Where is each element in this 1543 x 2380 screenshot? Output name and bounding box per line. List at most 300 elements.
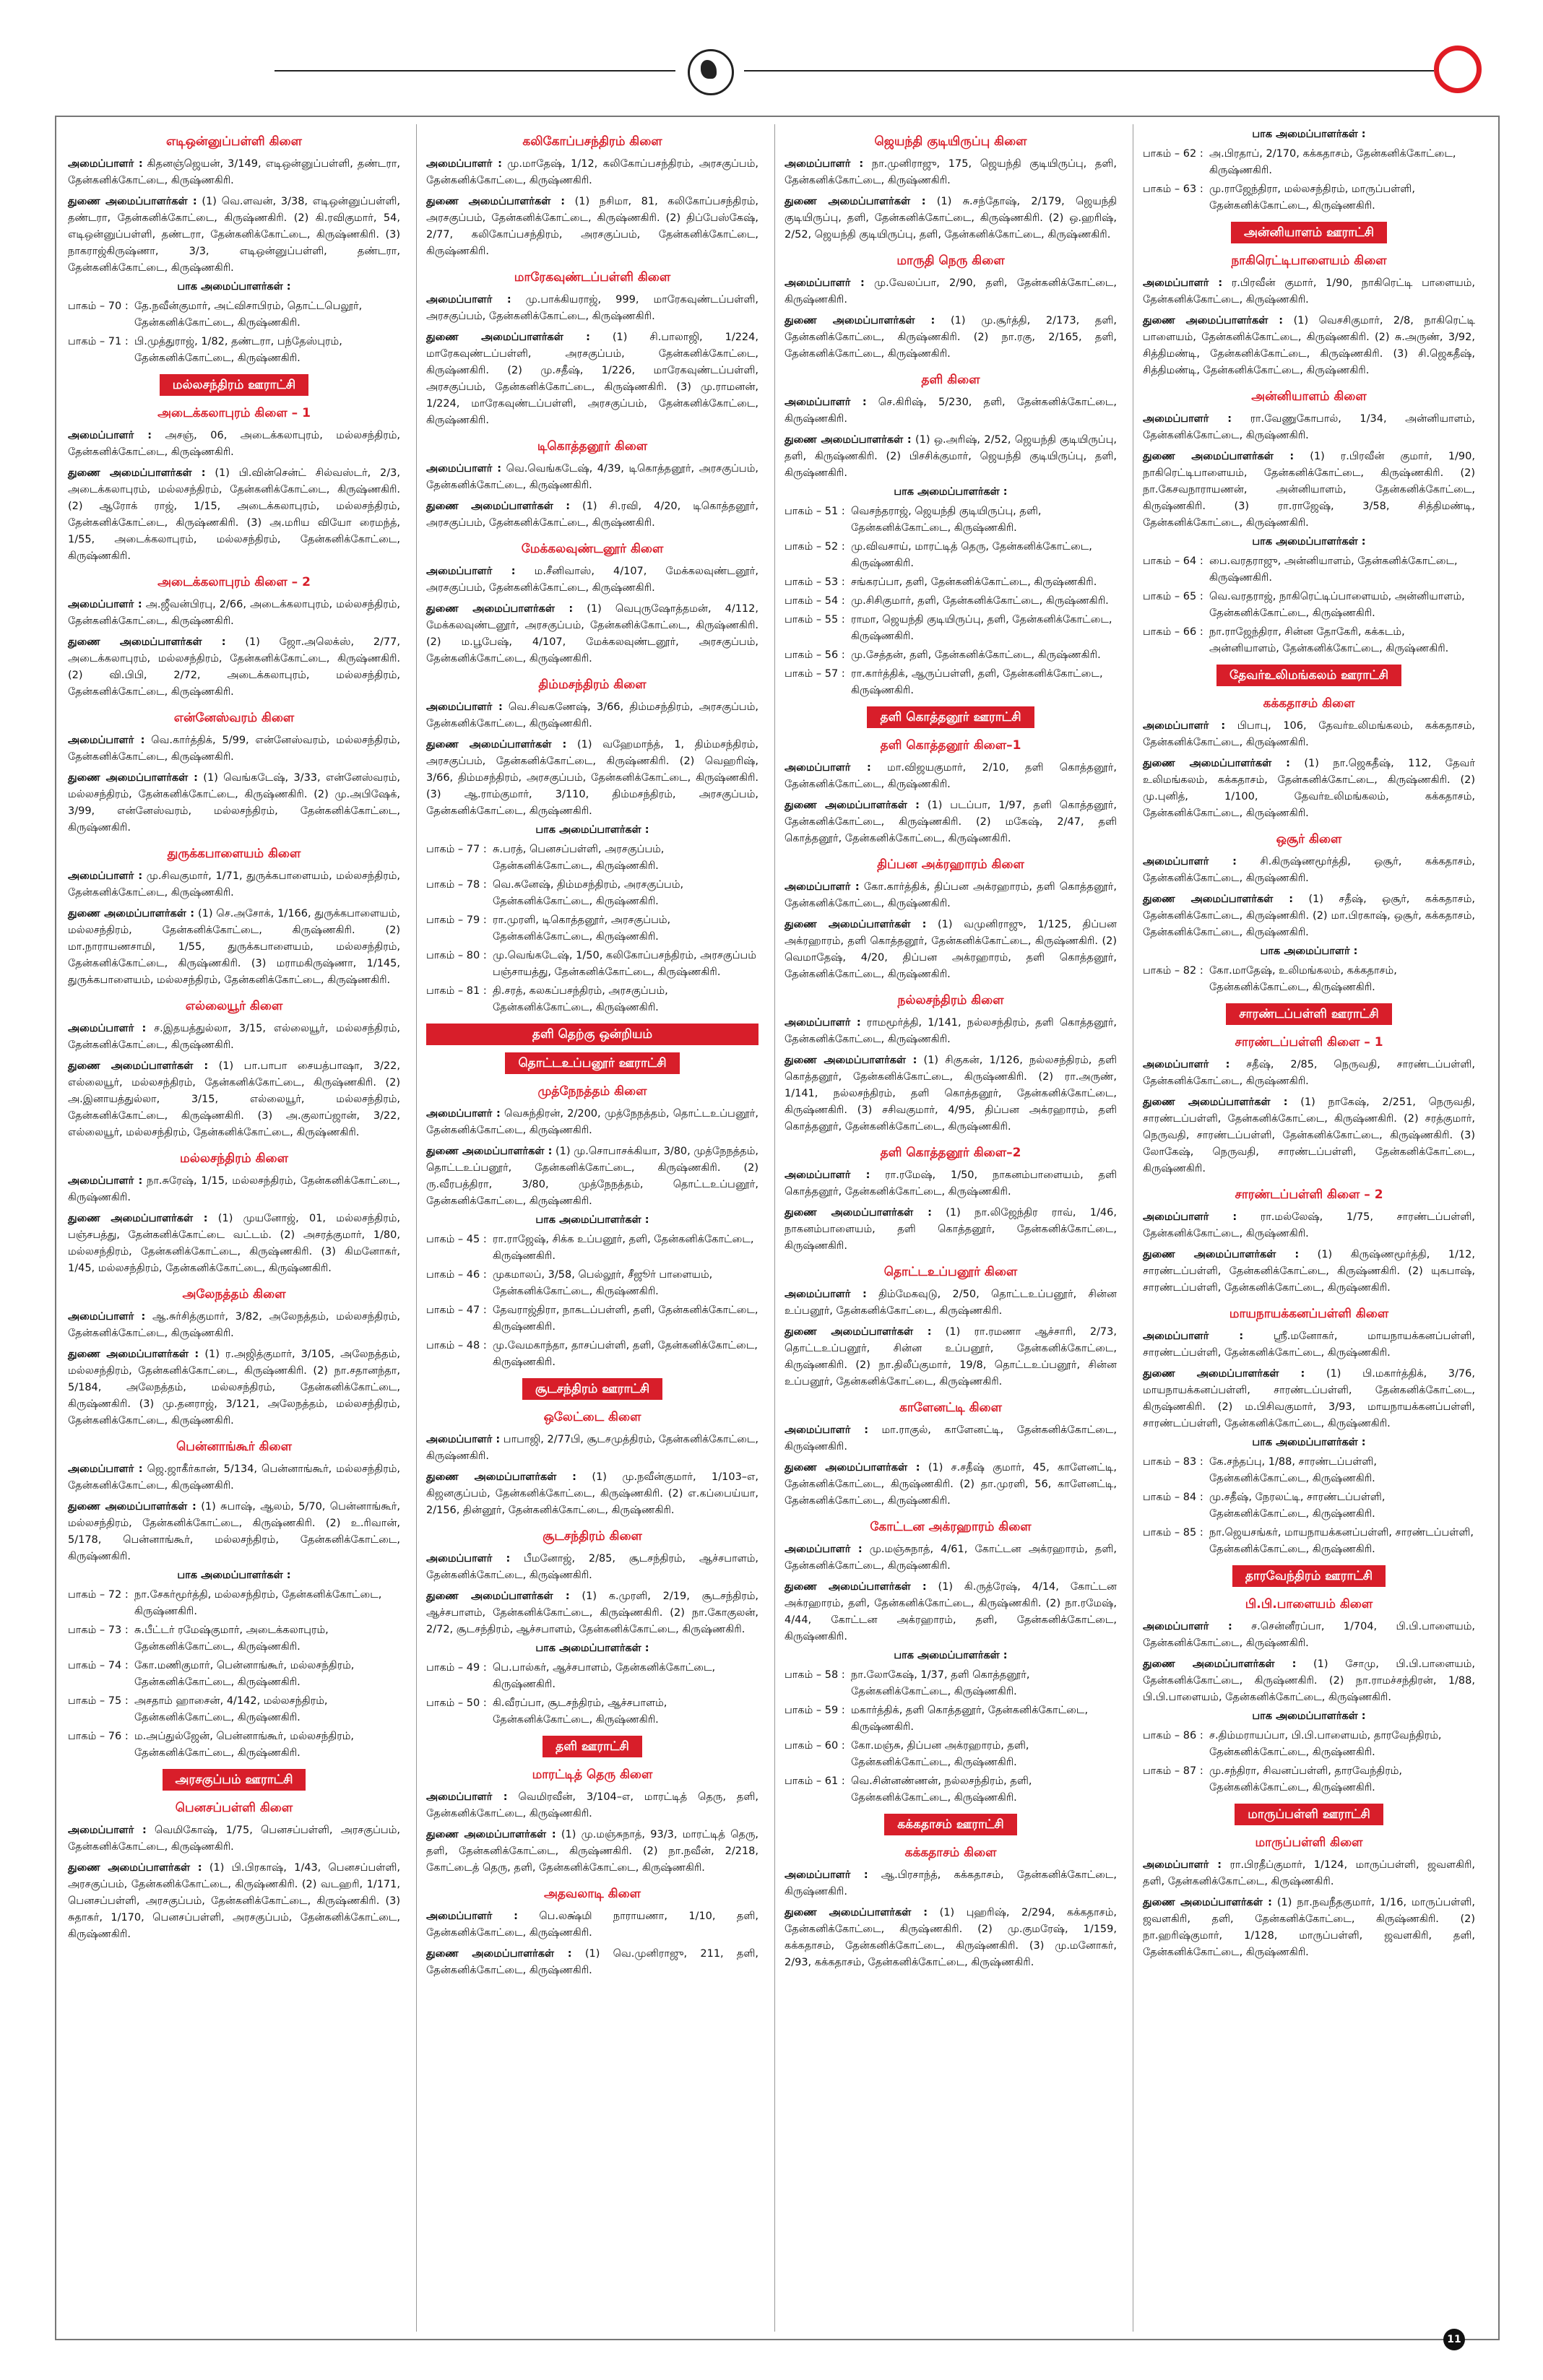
entry-label: அமைப்பாளர் : (426, 463, 502, 475)
booth-row (785, 612, 1117, 645)
entry-label: அமைப்பாளர் : (1143, 720, 1226, 732)
entry-text: மு.வேலப்பா, 2/90, தளி, தேன்கனிக்கோட்டை, கிருஷ்ணகிரி. (785, 277, 1117, 306)
entry-label: அமைப்பாளர் : (426, 1553, 511, 1565)
entry-paragraph (1143, 756, 1475, 822)
booth-row (426, 841, 758, 875)
entry-label: துணை அமைப்பாளர்கள் : (426, 603, 574, 615)
entry-label: அமைப்பாளர் : (785, 1289, 867, 1300)
booth-details: கோ.மஞ்சு, திப்பன அக்ரஹாரம், தளி, தேன்கனிக்கோட்டை, கிருஷ்ணகிரி. (851, 1740, 1029, 1768)
entry-label: அமைப்பாளர் : (426, 701, 503, 713)
entry-text: (1) சு.சந்தோஷ், 2/179, ஜெயந்தி குடியிருப்பு, தளி, தேன்கனிக்கோட்டை, கிருஷ்ணகிரி. (2) ஒ.ஹரிஷ், 2/52, ஜெயந்தி குடியிருப்பு, தளி, தேன்கனிக்கோட்டை, கிருஷ்ணகிரி. (785, 196, 1117, 241)
entry-paragraph (426, 601, 758, 667)
booth-row (426, 1660, 758, 1693)
section-heading: நாகிரெட்டிபாளையம் கிளை (1231, 254, 1387, 268)
entry-text: (1) ஒ.அரிஷ், 2/52, ஜெயந்தி குடியிருப்பு, தளி, கிருஷ்ணகிரி. (2) பிசசிக்குமார், ஜெயந்தி குடியிருப்பு, தளி, கிருஷ்ணகிரி. (785, 434, 1117, 479)
entry-label: அமைப்பாளர் : (68, 158, 143, 170)
entry-paragraph (785, 1205, 1117, 1255)
section-heading: காளேனட்டி கிளை (899, 1401, 1002, 1415)
entry-text: மு.பாக்கியராஜ், 999, மாரேகவுண்டப்பள்ளி, அரசகுப்பம், தேன்கனிக்கோட்டை, கிருஷ்ணகிரி. (426, 294, 758, 322)
booth-number: பாகம் – 47 : (426, 1304, 487, 1316)
entry-paragraph (68, 1346, 400, 1429)
entry-text: (1) க.முரளி, 2/19, சூடசந்திரம், ஆச்சபாளம், தேன்கனிக்கோட்டை, கிருஷ்ணகிரி. (2) நா.கோகுலன், 2/72, சூடசந்திரம், ஆச்சபாளம், தேன்கனிக்கோட்டை, கிருஷ்ணகிரி. (426, 1591, 758, 1635)
booth-details: நா.சேகர்மூர்த்தி, மல்லசந்திரம், தேன்கனிக்கோட்டை, கிருஷ்ணகிரி. (134, 1589, 382, 1617)
entry-label: துணை அமைப்பாளர்கள் : (68, 467, 206, 479)
booth-row (1143, 181, 1475, 215)
entry-label: துணை அமைப்பாளர்கள் : (1143, 1368, 1305, 1380)
entry-label: துணை அமைப்பாளர்கள் : (785, 1462, 920, 1474)
entry-paragraph (68, 868, 400, 901)
entry-label: அமைப்பாளர் : (785, 762, 871, 774)
booth-row (785, 539, 1117, 572)
panchayat-banner: தாரவேந்திரம் ஊராட்சி (1232, 1565, 1386, 1587)
entry-text: (1) சிகுகன், 1/126, நல்லசந்திரம், தளி கொத்தனூர், தேன்கனிக்கோட்டை, கிருஷ்ணகிரி. (2) ரா.அருண், 1/141, நல்லசந்திரம், தளி கொத்தனூர், தேன்கனிக்கோட்டை, கிருஷ்ணகிரி. (3) சசிவகுமார், 4/95, திப்பன அக்ரஹாரம், தளி கொத்தனூர், தேன்கனிக்கோட்டை, கிருஷ்ணகிரி. (785, 1055, 1117, 1133)
booth-details: சு.பீட்டர் ரமேஷ்குமார், அடைக்கலாபுரம், தேன்கனிக்கோட்டை, கிருஷ்ணகிரி. (134, 1624, 329, 1653)
entry-label: துணை அமைப்பாளர்கள் : (426, 501, 571, 512)
column-divider (774, 124, 775, 2332)
column-1 (62, 124, 406, 2332)
entry-text: வெ.சிவகணேஷ், 3/66, திம்மசந்திரம், அரசகுப்பம், தேன்கனிக்கோட்டை, கிருஷ்ணகிரி. (426, 701, 758, 730)
section-heading: தொட்டஉப்பனூர் கிளை (883, 1265, 1018, 1279)
entry-label: துணை அமைப்பாளர்கள் : (1143, 1249, 1300, 1260)
booth-number: பாகம் – 51 : (785, 506, 845, 517)
entry-text: (1) வமுனிராஜு, 1/125, திப்பன அக்ரஹாரம், தளி கொத்தனூர், தேன்கனிக்கோட்டை, கிருஷ்ணகிரி. (2) வெமாதேஷ், 4/20, திப்பன அக்ரஹாரம், தளி கொத்தனூர், தேன்கனிக்கோட்டை, கிருஷ்ணகிரி. (785, 919, 1117, 980)
booth-details: பி.முத்துராஜ், 1/82, தண்டரா, பந்தேஸ்புரம், தேன்கனிக்கோட்டை, கிருஷ்ணகிரி. (134, 336, 342, 364)
entry-text: (1) மு.சூர்த்தி, 2/173, தளி, தேன்கனிக்கோட்டை, கிருஷ்ணகிரி. (2) நா.ரகு, 2/165, தளி, தேன்கனிக்கோட்டை, கிருஷ்ணகிரி. (785, 315, 1117, 360)
booth-details: ம.அப்துல்ஜேன், பென்னாங்கூர், மல்லசந்திரம், தேன்கனிக்கோட்டை, கிருஷ்ணகிரி. (134, 1731, 354, 1759)
entry-label: அமைப்பாளர் : (785, 1169, 870, 1181)
entry-label: அமைப்பாளர் : (1143, 1859, 1222, 1871)
entry-text: ஆ.சுர்சித்குமார், 3/82, அலேநத்தம், மல்லசந்திரம், தேன்கனிக்கோட்டை, கிருஷ்ணகிரி. (68, 1311, 400, 1339)
entry-paragraph (1143, 1895, 1475, 1961)
section-heading: எடிஒன்னுப்பள்ளி கிளை (166, 134, 302, 149)
entry-label: துணை அமைப்பாளர்கள் : (1143, 451, 1295, 462)
booth-details: கோ.மாதேஷ், உலிமங்கலம், கக்கதாசம், தேன்கனிக்கோட்டை, கிருஷ்ணகிரி. (1209, 965, 1397, 993)
entry-text: வெ.கார்த்திக், 5/99, என்னேஸ்வரம், மல்லசந்திரம், தேன்கனிக்கோட்டை, கிருஷ்ணகிரி. (68, 735, 401, 763)
entry-paragraph (68, 634, 400, 701)
masthead-emblem-icon (688, 49, 734, 95)
booth-number: பாகம் – 66 : (1143, 626, 1203, 638)
entry-label: துணை அமைப்பாளர்கள் : (68, 772, 198, 784)
entry-label: துணை அமைப்பாளர்கள் : (785, 1326, 932, 1338)
entry-text: மு.சிவகுமார், 1/71, துருக்கபாளையம், மல்லசந்திரம், தேன்கனிக்கோட்டை, கிருஷ்ணகிரி. (68, 870, 400, 899)
entry-paragraph (426, 1469, 758, 1519)
entry-paragraph (426, 699, 758, 732)
entry-label: துணை அமைப்பாளர்கள் : (785, 919, 927, 930)
entry-text: (1) மு.சொபாசக்கியா, 3/80, முத்நேநத்தம், தொட்டஉப்பனூர், தேன்கனிக்கோட்டை, கிருஷ்ணகிரி. (2) ரு.வீரபத்திரா, 3/80, முத்நேநத்தம், தொட்டஉப்பனூர், தேன்கனிக்கோட்டை, கிருஷ்ணகிரி. (426, 1146, 758, 1207)
entry-label: அமைப்பாளர் : (68, 870, 143, 882)
entry-text: மு.மஞ்சுநாத், 4/61, கோட்டன அக்ரஹாரம், தளி, தேன்கனிக்கோட்டை, கிருஷ்ணகிரி. (785, 1544, 1117, 1572)
entry-label: அமைப்பாளர் : (1143, 277, 1223, 289)
booth-details: வெசந்தராஜ், ஜெயந்தி குடியிருப்பு, தளி, தேன்கனிக்கோட்டை, கிருஷ்ணகிரி. (851, 506, 1042, 534)
booth-details: ரா.முரளி, டிகொத்தனூர், அரசகுப்பம், தேன்கனிக்கோட்டை, கிருஷ்ணகிரி. (493, 914, 671, 943)
booth-details: மு.ராஜேந்திரா, மல்லசந்திரம், மாருப்பள்ளி, தேன்கனிக்கோட்டை, கிருஷ்ணகிரி. (1209, 183, 1415, 212)
entry-paragraph (785, 432, 1117, 482)
section-heading: துருக்கபாளையம் கிளை (167, 847, 301, 861)
entry-paragraph (426, 498, 758, 532)
section-heading: டிகொத்தனூர் கிளை (537, 439, 648, 454)
entry-paragraph (785, 1422, 1117, 1455)
section-heading: பி.பி.பாளையம் கிளை (1245, 1597, 1373, 1611)
booth-details: தே.நவீன்குமார், அட்விசாபிரம், தொட்டபெலூர், தேன்கனிக்கோட்டை, கிருஷ்ணகிரி. (134, 300, 363, 329)
entry-text: (1) மு.நவீன்குமார், 1/103–எ, கிஜனகுப்பம், தேன்கனிக்கோட்டை, கிருஷ்ணகிரி. (2) எ.கப்பைய்யா, 2/156, தின்னூர், தேன்கனிக்கோட்டை, கிருஷ்ணகிரி. (426, 1471, 758, 1516)
entry-label: அமைப்பாளர் : (1143, 1621, 1232, 1632)
entry-paragraph (426, 1106, 758, 1139)
section-heading: கலிகோப்பசந்திரம் கிளை (522, 134, 662, 149)
entry-paragraph (785, 1286, 1117, 1320)
section-heading: தளி கொத்தனூர் கிளை–1 (880, 738, 1021, 753)
booth-details: அ.பிரதாப், 2/170, கக்கதாசம், தேன்கனிக்கோட்டை, கிருஷ்ணகிரி. (1209, 148, 1456, 176)
entry-label: துணை அமைப்பாளர்கள் : (1143, 1658, 1297, 1670)
booth-number: பாகம் – 80 : (426, 950, 487, 961)
entry-text: (1) சுபாஷ், ஆலம், 5/70, பென்னாங்கூர், மல்லசந்திரம், தேன்கனிக்கோட்டை, கிருஷ்ணகிரி. (2) உ.ரிவான், 5/178, பென்னாங்கூர், மல்லசந்திரம், தேன்கனிக்கோட்டை, கிருஷ்ணகிரி. (68, 1501, 400, 1562)
booth-number: பாகம் – 56 : (785, 649, 845, 661)
entry-text: ஸ்ரீ.மனோகர், மாயநாயக்கனப்பள்ளி, சாரண்டப்பள்ளி, தேன்கனிக்கோட்டை, கிருஷ்ணகிரி. (1143, 1330, 1475, 1359)
entry-text: (1) ரா.ரமணா ஆச்சாரி, 2/73, தொட்டஉப்பனூர், சின்ன உப்பனூர், தேன்கனிக்கோட்டை, கிருஷ்ணகிரி. (2) நா.திலீப்குமார், 19/8, தொட்டஉப்பனூர், சின்ன உப்பனூர், தேன்கனிக்கோட்டை, கிருஷ்ணகிரி. (785, 1326, 1117, 1388)
entry-paragraph (785, 394, 1117, 428)
booth-row (785, 574, 1117, 591)
entry-label: அமைப்பாளர் : (68, 1175, 143, 1187)
section-heading: அடைக்கலாபுரம் கிளை – 1 (157, 406, 311, 420)
entry-text: சதீஷ், 2/85, நெருவதி, சாரண்டப்பள்ளி, தேன்கனிக்கோட்டை, கிருஷ்ணகிரி. (1143, 1059, 1475, 1087)
entry-label: அமைப்பாளர் : (785, 397, 867, 408)
booth-details: ரா.ராஜேஷ், சிக்க உப்பனூர், தளி, தேன்கனிக்கோட்டை, கிருஷ்ணகிரி. (493, 1234, 754, 1262)
entry-label: துணை அமைப்பாளர்கள் : (785, 1207, 932, 1219)
entry-label: அமைப்பாளர் : (1143, 1059, 1230, 1070)
entry-paragraph (1143, 1247, 1475, 1297)
entry-label: அமைப்பாளர் : (68, 599, 142, 610)
entry-paragraph (426, 329, 758, 429)
entry-paragraph (68, 732, 400, 766)
corner-circle-icon (1434, 46, 1482, 93)
booth-number: பாகம் – 53 : (785, 576, 845, 588)
header-rule-right (744, 70, 1434, 72)
booth-number: பாகம் – 52 : (785, 541, 845, 553)
subheading: பாக அமைப்பாளர்கள் : (894, 486, 1008, 498)
entry-label: அமைப்பாளர் : (68, 1825, 147, 1836)
booth-row (426, 877, 758, 910)
entry-paragraph (1143, 275, 1475, 308)
booth-details: தி.சரத், கலகப்பசந்திரம், அரசகுப்பம், தேன்கனிக்கோட்டை, கிருஷ்ணகிரி. (493, 985, 668, 1013)
subheading: பாக அமைப்பாளர்கள் : (1252, 1437, 1366, 1448)
booth-details: பை.வரதராஜு, அன்னியாளம், தேன்கனிக்கோட்டை, கிருஷ்ணகிரி. (1209, 555, 1458, 584)
booth-number: பாகம் – 77 : (426, 844, 487, 855)
booth-row (1143, 624, 1475, 657)
section-heading: சூடசந்திரம் கிளை (543, 1529, 642, 1544)
entry-paragraph (1143, 1619, 1475, 1652)
entry-label: துணை அமைப்பாளர்கள் : (1143, 893, 1293, 905)
entry-label: துணை அமைப்பாளர்கள் : (1143, 315, 1284, 326)
entry-paragraph (1143, 854, 1475, 887)
entry-paragraph (1143, 1656, 1475, 1706)
panchayat-banner: தளி கொத்தனூர் ஊராட்சி (867, 706, 1034, 728)
entry-paragraph (426, 194, 758, 260)
entry-label: துணை அமைப்பாளர்கள் : (68, 196, 197, 207)
entry-label: அமைப்பாளர் : (785, 158, 864, 170)
booth-row (1143, 146, 1475, 179)
entry-text: ர.பிரவீன் குமார், 1/90, நாகிரெட்டி பாளையம், தேன்கனிக்கோட்டை, கிருஷ்ணகிரி. (1143, 277, 1475, 306)
entry-paragraph (1143, 411, 1475, 444)
booth-number: பாகம் – 78 : (426, 879, 487, 891)
entry-label: அமைப்பாளர் : (68, 430, 152, 441)
entry-paragraph (1143, 1328, 1475, 1362)
entry-text: (1) பி.பிரகாஷ், 1/43, பெனசப்பள்ளி, அரசகுப்பம், தேன்கனிக்கோட்டை, கிருஷ்ணகிரி. (2) வடஹரி, 1/171, பெனசப்பள்ளி, அரசகுப்பம், தேன்கனிக்கோட்டை, கிருஷ்ணகிரி. (3) சுதாகர், 1/170, பெனசப்பள்ளி, அரசகுப்பம், தேன்கனிக்கோட்டை, கிருஷ்ணகிரி. (68, 1862, 400, 1940)
entry-text: திம்மேகவுடு, 2/50, தொட்டஉப்பனூர், சின்ன உப்பனூர், தேன்கனிக்கோட்டை, கிருஷ்ணகிரி. (785, 1289, 1117, 1317)
entry-text: வெ.வெங்கடேஷ், 4/39, டிகொத்தனூர், அரசகுப்பம், தேன்கனிக்கோட்டை, கிருஷ்ணகிரி. (426, 463, 758, 491)
entry-text: (1) சதீஷ், ஒசூர், கக்கதாசம், தேன்கனிக்கோட்டை, கிருஷ்ணகிரி. (2) மா.பிரகாஷ், ஒசூர், கக்கதாசம், தேன்கனிக்கோட்டை, கிருஷ்ணகிரி. (1143, 893, 1475, 938)
entry-paragraph (426, 292, 758, 325)
entry-paragraph (785, 1905, 1117, 1971)
subheading: பாக அமைப்பாளர்கள் : (535, 1214, 649, 1226)
entry-label: துணை அமைப்பாளர்கள் : (785, 434, 912, 446)
section-heading: கக்கதாசம் கிளை (1263, 696, 1355, 711)
entry-text: (1) வெங்கடேஷ், 3/33, என்னேஸ்வரம், மல்லசந்திரம், தேன்கனிக்கோட்டை, கிருஷ்ணகிரி. (2) மு.அபிஷேக், 3/99, என்னேஸ்வரம், மல்லசந்திரம், தேன்கனிக்கோட்டை, கிருஷ்ணகிரி. (68, 772, 400, 834)
booth-number: பாகம் – 62 : (1143, 148, 1203, 160)
entry-paragraph (1143, 718, 1475, 751)
booth-row (785, 1773, 1117, 1806)
booth-row (785, 593, 1117, 610)
entry-text: (1) சி.பாலாஜி, 1/224, மாரேகவுண்டப்பள்ளி, அரசகுப்பம், தேன்கனிக்கோட்டை, கிருஷ்ணகிரி. (2) மு.சதீஷ், 1/226, மாரேகவுண்டப்பள்ளி, அரசகுப்பம், தேன்கனிக்கோட்டை, கிருஷ்ணகிரி. (3) மு.ராமனன், 1/224, மாரேகவுண்டப்பள்ளி, அரசகுப்பம், தேன்கனிக்கோட்டை, கிருஷ்ணகிரி. (426, 332, 758, 426)
entry-text: அ.ஜீவன்பிரபு, 2/66, அடைக்கலாபுரம், மல்லசந்திரம், தேன்கனிக்கோட்டை, கிருஷ்ணகிரி. (68, 599, 400, 627)
entry-paragraph (426, 1827, 758, 1877)
entry-label: துணை அமைப்பாளர்கள் : (426, 1146, 553, 1157)
panchayat-banner: கக்கதாசம் ஊராட்சி (884, 1814, 1017, 1835)
booth-number: பாகம் – 55 : (785, 614, 845, 626)
entry-paragraph (68, 428, 400, 461)
entry-text: பீமனோஜ், 2/85, சூடசந்திரம், ஆச்சபாளம், தேன்கனிக்கோட்டை, கிருஷ்ணகிரி. (426, 1553, 759, 1581)
booth-number: பாகம் – 57 : (785, 668, 845, 680)
booth-details: நா.லோகேஷ், 1/37, தளி கொத்தனூர், தேன்கனிக்கோட்டை, கிருஷ்ணகிரி. (851, 1669, 1030, 1697)
booth-row (785, 503, 1117, 537)
booth-row (785, 1702, 1117, 1736)
booth-number: பாகம் – 71 : (68, 336, 129, 347)
booth-row (68, 298, 400, 332)
entry-text: (1) புஹரிஷ், 2/294, கக்கதாசம், தேன்கனிக்கோட்டை, கிருஷ்ணகிரி. (2) மு.குமரேஷ், 1/159, கக்கதாசம், தேன்கனிக்கோட்டை, கிருஷ்ணகிரி. (3) மு.மனோகர், 2/93, கக்கதாசம், தேன்கனிக்கோட்டை, கிருஷ்ணகிரி. (785, 1907, 1117, 1968)
entry-paragraph (785, 1579, 1117, 1645)
entry-label: துணை அமைப்பாளர்கள் : (785, 1581, 927, 1593)
panchayat-banner: அன்னியாளம் ஊராட்சி (1231, 222, 1387, 243)
booth-number: பாகம் – 82 : (1143, 965, 1203, 977)
entry-paragraph (785, 879, 1117, 912)
entry-text: (1) ர.அஜித்குமார், 3/105, அலேநத்தம், மல்லசந்திரம், தேன்கனிக்கோட்டை, கிருஷ்ணகிரி. (2) நா.சதானந்தா, 5/184, அலேநத்தம், மல்லசந்திரம், தேன்கனிக்கோட்டை, கிருஷ்ணகிரி. (3) மு.தனராஜ், 3/121, அலேநத்தம், மல்லசந்திரம், தேன்கனிக்கோட்டை, கிருஷ்ணகிரி. (68, 1349, 400, 1427)
entry-paragraph (785, 156, 1117, 189)
entry-label: அமைப்பாளர் : (68, 1463, 143, 1475)
entry-text: நா.முனிராஜு, 175, ஜெயந்தி குடியிருப்பு, தளி, தேன்கனிக்கோட்டை, கிருஷ்ணகிரி. (785, 158, 1118, 186)
booth-details: ரா.கார்த்திக், ஆருப்பள்ளி, தளி, தேன்கனிக்கோட்டை, கிருஷ்ணகிரி. (851, 668, 1103, 696)
subheading: பாக அமைப்பாளர்கள் : (1252, 536, 1366, 548)
entry-text: சி.கிருஷ்ணமூர்த்தி, ஒசூர், கக்கதாசம், தேன்கனிக்கோட்டை, கிருஷ்ணகிரி. (1143, 856, 1475, 884)
section-heading: அலேநத்தம் கிளை (182, 1287, 286, 1302)
entry-text: பாபாஜி, 2/77பி, சூடசமுத்திரம், தேன்கனிக்கோட்டை, கிருஷ்ணகிரி. (426, 1434, 758, 1462)
column-3 (779, 124, 1123, 2332)
entry-paragraph (785, 797, 1117, 847)
subheading: பாக அமைப்பாளர்கள் : (894, 1650, 1008, 1661)
booth-row (426, 912, 758, 945)
page-number: 11 (1443, 2329, 1465, 2350)
entry-label: துணை அமைப்பாளர்கள் : (426, 1829, 556, 1840)
entry-text: (1) நசிமா, 81, கலிகோப்பசந்திரம், அரசகுப்பம், தேன்கனிக்கோட்டை, கிருஷ்ணகிரி. (2) திப்பேஸ்கேஷ், 2/77, கலிகோப்பசந்திரம், அரசகுப்பம், தேன்கனிக்கோட்டை, கிருஷ்ணகிரி. (426, 196, 758, 257)
entry-paragraph (68, 1309, 400, 1342)
booth-details: சங்கரப்பா, தளி, தேன்கனிக்கோட்டை, கிருஷ்ணகிரி. (851, 576, 1097, 588)
page-header (0, 0, 1543, 108)
entry-paragraph (68, 1058, 400, 1141)
entry-paragraph (68, 1021, 400, 1054)
entry-label: துணை அமைப்பாளர்கள் : (1143, 758, 1290, 769)
booth-details: வெ.வரதராஜ், நாகிரெட்டிப்பாளையம், அன்னியாளம், தேன்கனிக்கோட்டை, கிருஷ்ணகிரி. (1209, 591, 1465, 619)
entry-paragraph (1143, 1857, 1475, 1890)
entry-label: அமைப்பாளர் : (785, 1869, 868, 1881)
entry-paragraph (68, 770, 400, 836)
entry-text: (1) நா.லிஜேந்திர ராவ், 1/46, நாகனம்பாளையம், தளி கொத்தனூர், தேன்கனிக்கோட்டை, கிருஷ்ணகிரி. (785, 1207, 1117, 1252)
subheading: பாக அமைப்பாளர்கள் : (535, 1643, 649, 1654)
entry-text: ரா.வேணுகோபால், 1/34, அன்னியாளம், தேன்கனிக்கோட்டை, கிருஷ்ணகிரி. (1143, 413, 1475, 441)
entry-text: நா.சுரேஷ், 1/15, மல்லசந்திரம், தேன்கனிக்கோட்டை, கிருஷ்ணகிரி. (68, 1175, 400, 1203)
entry-text: (1) வெ.முனிராஜு, 211, தளி, தேன்கனிக்கோட்டை, கிருஷ்ணகிரி. (426, 1948, 758, 1976)
booth-details: வெ.சுனேஷ், திம்மசந்திரம், அரசகுப்பம், தேன்கனிக்கோட்டை, கிருஷ்ணகிரி. (493, 879, 684, 907)
entry-text: செ.கிரிஷ், 5/230, தளி, தேன்கனிக்கோட்டை, கிருஷ்ணகிரி. (785, 397, 1117, 425)
entry-text: கிதனஞ்ஜெயன், 3/149, எடிஒன்னுப்பள்ளி, தண்டரா, தேன்கனிக்கோட்டை, கிருஷ்ணகிரி. (68, 158, 401, 186)
subheading: பாக அமைப்பாளர்கள் : (177, 1570, 291, 1581)
booth-details: தேவராஜ்திரா, நாகடப்பள்ளி, தளி, தேன்கனிக்கோட்டை, கிருஷ்ணகிரி. (493, 1304, 758, 1333)
booth-details: நா.ஜெயசங்கர், மாயநாயக்கனப்பள்ளி, சாரண்டப்பள்ளி, தேன்கனிக்கோட்டை, கிருஷ்ணகிரி. (1209, 1527, 1474, 1555)
booth-row (426, 1695, 758, 1728)
entry-paragraph (426, 1908, 758, 1942)
booth-row (68, 1622, 400, 1656)
booth-number: பாகம் – 72 : (68, 1589, 129, 1601)
booth-number: பாகம் – 60 : (785, 1740, 845, 1752)
entry-text: (1) பி.மகார்த்திக், 3/76, மாயநாயக்கனப்பள்ளி, சாரண்டப்பள்ளி, தேன்கனிக்கோட்டை, கிருஷ்ணகிரி. (2) ம.பிசிவகுமார், 3/93, மாயநாயக்கனப்பள்ளி, சாரண்டப்பள்ளி, தேன்கனிக்கோட்டை, கிருஷ்ணகிரி. (1143, 1368, 1475, 1429)
entry-label: அமைப்பாளர் : (785, 1017, 861, 1029)
booth-row (68, 334, 400, 367)
entry-text: ரா.பிரதீப்குமார், 1/124, மாருப்பள்ளி, ஜவளகிரி, தளி, தேன்கனிக்கோட்டை, கிருஷ்ணகிரி. (1143, 1859, 1475, 1887)
booth-number: பாகம் – 79 : (426, 914, 487, 926)
booth-row (68, 1587, 400, 1620)
entry-paragraph (785, 1460, 1117, 1510)
booth-number: பாகம் – 81 : (426, 985, 487, 997)
entry-label: அமைப்பாளர் : (426, 566, 516, 577)
entry-text: வெமிரவீன், 3/104–எ, மாரட்டித் தெரு, தளி, தேன்கனிக்கோட்டை, கிருஷ்ணகிரி. (426, 1791, 758, 1819)
entry-paragraph (785, 1541, 1117, 1575)
booth-number: பாகம் – 75 : (68, 1695, 129, 1707)
entry-label: துணை அமைப்பாளர்கள் : (68, 1060, 209, 1072)
booth-number: பாகம் – 45 : (426, 1234, 487, 1245)
section-heading: பெனசப்பள்ளி கிளை (175, 1801, 293, 1815)
entry-paragraph (426, 1946, 758, 1979)
entry-paragraph (426, 563, 758, 597)
entry-text: (1) வெ.ளவன், 3/38, எடிஒன்னுப்பள்ளி, தண்டரா, தேன்கனிக்கோட்டை, கிருஷ்ணகிரி. (2) கி.ரவிகுமார், 54, எடிஒன்னுப்பள்ளி, தண்டரா, தேன்கனிக்கோட்டை, கிருஷ்ணகிரி. (3) நாகராஜ்கிருஷ்ணா, 3/3, எடிஒன்னுப்பள்ளி, தண்டரா, தேன்கனிக்கோட்டை, கிருஷ்ணகிரி. (68, 196, 400, 274)
booth-details: முகமாலப், 3/58, பெல்லூர், சீஜூர் பாளையம், தேன்கனிக்கோட்டை, கிருஷ்ணகிரி. (493, 1269, 713, 1297)
entry-paragraph (68, 1461, 400, 1494)
section-heading: கோட்டன அக்ரஹாரம் கிளை (870, 1520, 1032, 1534)
booth-number: பாகம் – 48 : (426, 1340, 487, 1351)
booth-row (785, 666, 1117, 699)
entry-text: (1) ச.சதீஷ் குமார், 45, காளேனட்டி, தேன்கனிக்கோட்டை, கிருஷ்ணகிரி. (2) தா.முரளி, 56, காளேனட்டி, தேன்கனிக்கோட்டை, கிருஷ்ணகிரி. (785, 1462, 1117, 1507)
booth-details: பெ.பால்கர், ஆச்சபாளம், தேன்கனிக்கோட்டை, கிருஷ்ணகிரி. (493, 1662, 716, 1690)
entry-text: மா.ராகுல், காளேனட்டி, தேன்கனிக்கோட்டை, கிருஷ்ணகிரி. (785, 1424, 1117, 1453)
booth-number: பாகம் – 70 : (68, 300, 129, 312)
section-heading: ஜெயந்தி குடியிருப்பு கிளை (874, 134, 1027, 149)
booth-row (68, 1658, 400, 1691)
booth-row (426, 1267, 758, 1300)
entry-label: துணை அமைப்பாளர்கள் : (1143, 1897, 1272, 1908)
entry-paragraph (1143, 1366, 1475, 1432)
entry-paragraph (426, 1432, 758, 1465)
section-heading: முத்நேநத்தம் கிளை (537, 1084, 647, 1099)
subheading: பாக அமைப்பாளர் : (1260, 945, 1358, 957)
header-rule-left (275, 70, 675, 72)
booth-details: ராமா, ஜெயந்தி குடியிருப்பு, தளி, தேன்கனிக்கோட்டை, கிருஷ்ணகிரி. (851, 614, 1112, 642)
entry-text: (1) கிருஷ்ணமூர்த்தி, 1/12, சாரண்டப்பள்ளி, தேன்கனிக்கோட்டை, கிருஷ்ணகிரி. (2) யுகபாஷ், சாரண்டப்பள்ளி, தேன்கனிக்கோட்டை, கிருஷ்ணகிரி. (1143, 1249, 1475, 1294)
entry-text: பிபாபு, 106, தேவர்உலிமங்கலம், கக்கதாசம், தேன்கனிக்கோட்டை, கிருஷ்ணகிரி. (1143, 720, 1476, 748)
entry-text: (1) செ.அசோக், 1/166, துருக்கபாளையம், மல்லசந்திரம், தேன்கனிக்கோட்டை, கிருஷ்ணகிரி. (2) மா.நாராயணசாமி, 1/55, துருக்கபாளையம், மல்லசந்திரம், தேன்கனிக்கோட்டை, கிருஷ்ணகிரி. (3) மராமகிருஷ்ணா, 1/145, துருக்கபாளையம், மல்லசந்திரம், தேன்கனிக்கோட்டை, கிருஷ்ணகிரி. (68, 908, 400, 986)
booth-row (426, 1232, 758, 1265)
entry-paragraph (1143, 1057, 1475, 1090)
entry-paragraph (68, 1211, 400, 1277)
entry-paragraph (785, 917, 1117, 983)
entry-paragraph (1143, 1209, 1475, 1242)
entry-text: ராமமூர்த்தி, 1/141, நல்லசந்திரம், தளி கொத்தனூர், தேன்கனிக்கோட்டை, கிருஷ்ணகிரி. (785, 1017, 1118, 1045)
subheading: பாக அமைப்பாளர்கள் : (1252, 129, 1366, 140)
entry-text: மு.மாதேஷ், 1/12, கலிகோப்பசந்திரம், அரசகுப்பம், தேன்கனிக்கோட்டை, கிருஷ்ணகிரி. (426, 158, 758, 186)
entry-paragraph (68, 156, 400, 189)
booth-details: மு.வேமகாந்தா, தாசப்பள்ளி, தளி, தேன்கனிக்கோட்டை, கிருஷ்ணகிரி. (493, 1340, 758, 1368)
entry-label: அமைப்பாளர் : (426, 1108, 501, 1120)
entry-paragraph (426, 461, 758, 494)
entry-label: துணை அமைப்பாளர்கள் : (68, 1349, 199, 1360)
entry-paragraph (785, 1324, 1117, 1390)
column-2 (420, 124, 764, 2332)
entry-label: துணை அமைப்பாளர்கள் : (68, 1862, 202, 1874)
panchayat-banner: தளி ஊராட்சி (543, 1736, 642, 1757)
content-frame (55, 116, 1500, 2340)
section-heading: திம்மசந்திரம் கிளை (538, 678, 647, 692)
entry-paragraph (68, 1822, 400, 1856)
booth-number: பாகம் – 76 : (68, 1731, 129, 1742)
booth-details: மு.சதீஷ், நேரலட்டி, சாரண்டப்பள்ளி, தேன்கனிக்கோட்டை, கிருஷ்ணகிரி. (1209, 1492, 1386, 1520)
booth-number: பாகம் – 84 : (1143, 1492, 1203, 1503)
booth-number: பாகம் – 58 : (785, 1669, 845, 1681)
booth-row (426, 1302, 758, 1336)
entry-label: துணை அமைப்பாளர்கள் : (785, 315, 935, 326)
entry-label: அமைப்பாளர் : (68, 1311, 146, 1323)
entry-label: அமைப்பாளர் : (785, 1424, 869, 1436)
entry-label: துணை அமைப்பாளர்கள் : (68, 1501, 196, 1513)
entry-text: ரா.மல்லேஷ், 1/75, சாரண்டப்பள்ளி, தேன்கனிக்கோட்டை, கிருஷ்ணகிரி. (1143, 1211, 1475, 1239)
subheading: பாக அமைப்பாளர்கள் : (535, 824, 649, 836)
entry-label: துணை அமைப்பாளர்கள் : (785, 1907, 928, 1918)
entry-paragraph (785, 275, 1117, 308)
booth-row (1143, 1763, 1475, 1796)
subheading: பாக அமைப்பாளர்கள் : (177, 281, 291, 293)
entry-paragraph (426, 1143, 758, 1210)
union-banner: தளி தெற்கு ஒன்றியம் (426, 1024, 758, 1045)
booth-details: கே.சந்தப்பு, 1/88, சாரண்டப்பள்ளி, தேன்கனிக்கோட்டை, கிருஷ்ணகிரி. (1209, 1456, 1377, 1484)
entry-label: அமைப்பாளர் : (785, 277, 865, 289)
entry-paragraph (68, 1860, 400, 1943)
entry-text: வெமிகோஷ், 1/75, பெனசப்பள்ளி, அரசகுப்பம், தேன்கனிக்கோட்டை, கிருஷ்ணகிரி. (68, 1825, 400, 1853)
entry-paragraph (1143, 313, 1475, 379)
section-heading: மாரட்டித் தெரு கிளை (532, 1767, 653, 1782)
entry-paragraph (68, 597, 400, 630)
entry-paragraph (785, 1015, 1117, 1048)
booth-details: மகார்த்திக், தளி கொத்தனூர், தேன்கனிக்கோட்டை, கிருஷ்ணகிரி. (851, 1705, 1089, 1733)
entry-text: (1) வஹேமாந்த், 1, திம்மசந்திரம், அரசகுப்பம், தேன்கனிக்கோட்டை, கிருஷ்ணகிரி. (2) வெஹரிஷ், 3/66, திம்மசந்திரம், அரசகுப்பம், தேன்கனிக்கோட்டை, கிருஷ்ணகிரி. (3) ஆ.ராம்குமார், 3/110, திம்மசந்திரம், அரசகுப்பம், தேன்கனிக்கோட்டை, கிருஷ்ணகிரி. (426, 739, 758, 817)
section-heading: அடைக்கலாபுரம் கிளை – 2 (157, 575, 311, 589)
booth-row (1143, 553, 1475, 587)
section-heading: சாரண்டப்பள்ளி கிளை – 1 (1235, 1035, 1383, 1050)
section-heading: மாருப்பள்ளி கிளை (1255, 1835, 1363, 1850)
entry-label: அமைப்பாளர் : (1143, 1330, 1244, 1342)
entry-text: அசஞ், 06, அடைக்கலாபுரம், மல்லசந்திரம், தேன்கனிக்கோட்டை, கிருஷ்ணகிரி. (68, 430, 401, 458)
